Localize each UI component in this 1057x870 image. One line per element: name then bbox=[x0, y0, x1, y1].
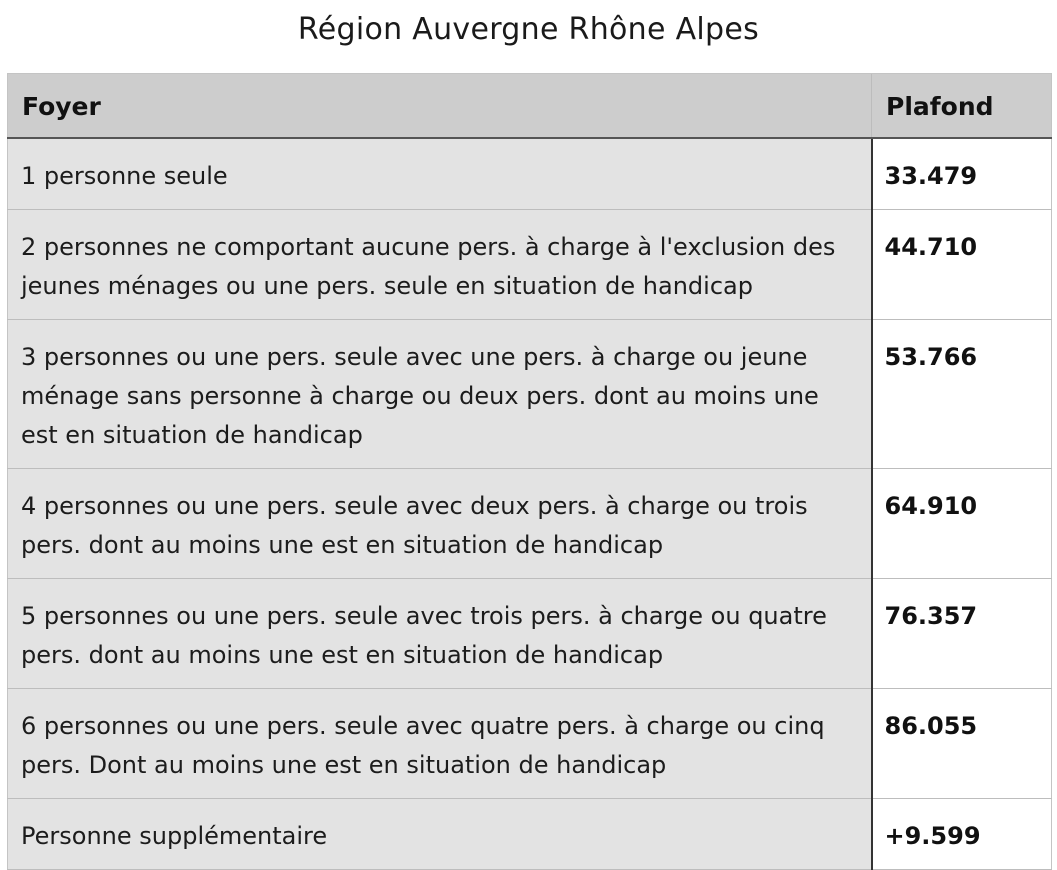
table-row bbox=[8, 319, 1052, 468]
foyer-cell: 1 personne seule bbox=[8, 138, 872, 210]
table-row bbox=[8, 138, 1052, 210]
column-header-plafond: Plafond bbox=[872, 74, 1052, 138]
foyer-cell: 4 personnes ou une pers. seule avec deux pers. à charge ou trois pers. dont au moins une est en situation de handicap bbox=[8, 468, 872, 578]
table-header-row bbox=[8, 74, 1052, 138]
plafond-cell: 33.479 bbox=[872, 138, 1052, 210]
plafond-cell: +9.599 bbox=[872, 798, 1052, 869]
foyer-cell: 2 personnes ne comportant aucune pers. à charge à l'exclusion des jeunes ménages ou une pers. seule en situation de handicap bbox=[8, 209, 872, 319]
column-header-foyer: Foyer bbox=[8, 74, 872, 138]
plafond-cell: 53.766 bbox=[872, 319, 1052, 468]
plafond-cell: 86.055 bbox=[872, 688, 1052, 798]
foyer-cell: 3 personnes ou une pers. seule avec une pers. à charge ou jeune ménage sans personne à charge ou deux pers. dont au moins une est en situation de handicap bbox=[8, 319, 872, 468]
plafond-cell: 76.357 bbox=[872, 578, 1052, 688]
table-row bbox=[8, 798, 1052, 869]
foyer-cell: Personne supplémentaire bbox=[8, 798, 872, 869]
table-row bbox=[8, 209, 1052, 319]
plafond-cell: 64.910 bbox=[872, 468, 1052, 578]
income-ceiling-table bbox=[7, 73, 1052, 870]
foyer-cell: 5 personnes ou une pers. seule avec trois pers. à charge ou quatre pers. dont au moins une est en situation de handicap bbox=[8, 578, 872, 688]
table-row bbox=[8, 468, 1052, 578]
table-row bbox=[8, 688, 1052, 798]
foyer-cell: 6 personnes ou une pers. seule avec quatre pers. à charge ou cinq pers. Dont au moins une est en situation de handicap bbox=[8, 688, 872, 798]
page-title: Région Auvergne Rhône Alpes bbox=[297, 12, 760, 47]
plafond-cell: 44.710 bbox=[872, 209, 1052, 319]
table-row bbox=[8, 578, 1052, 688]
